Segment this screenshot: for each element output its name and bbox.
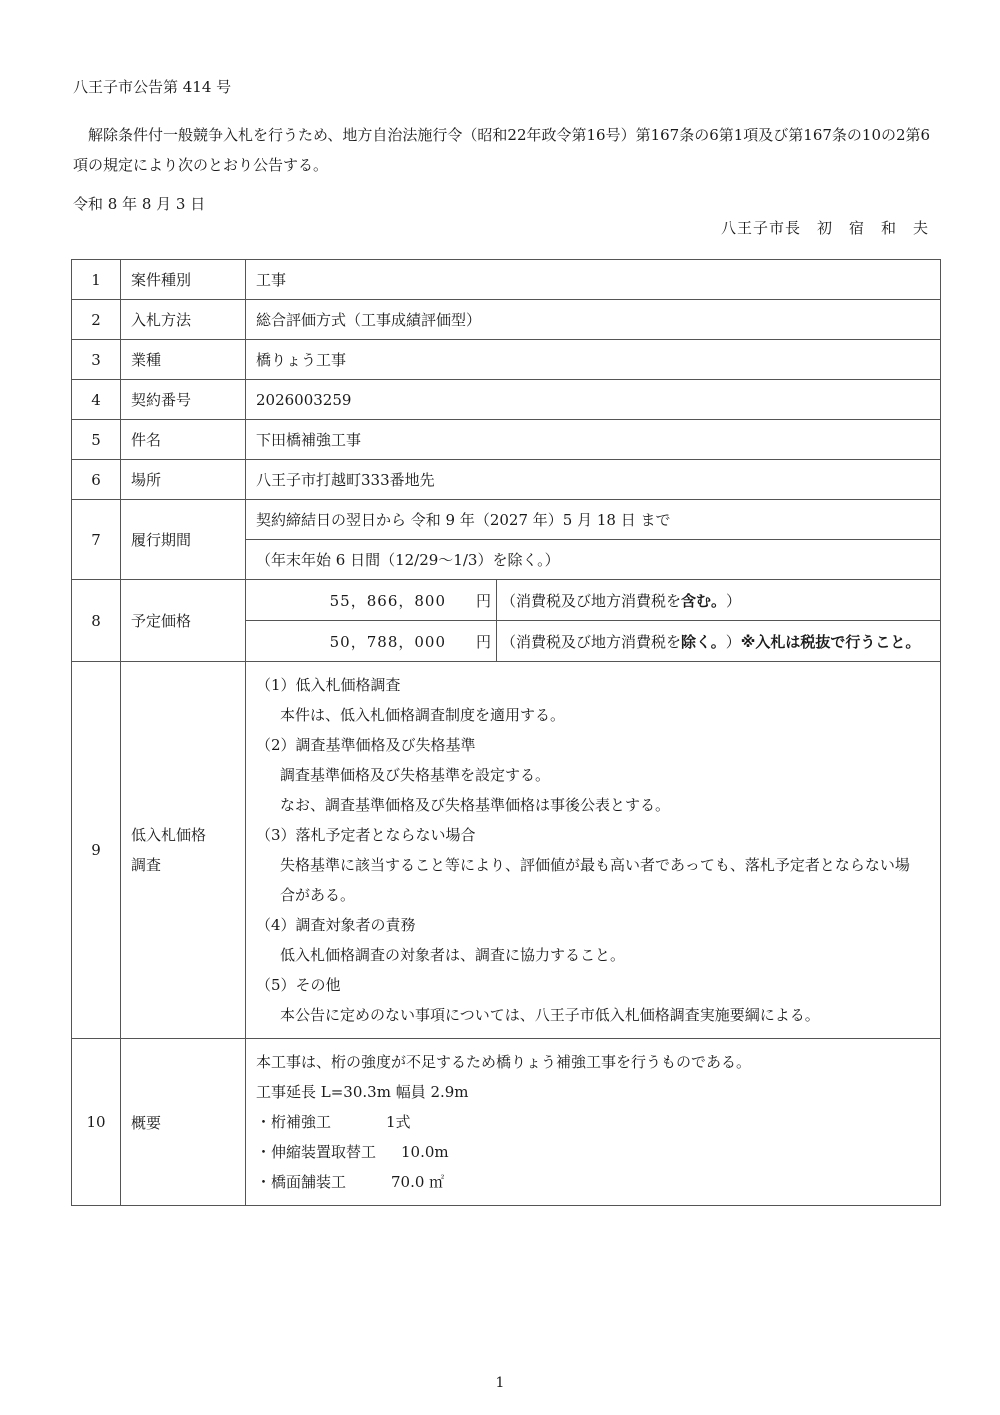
row-label: 案件種別 <box>121 260 246 300</box>
section-heading: （1）低入札価格調査 <box>256 676 401 694</box>
row-number: 5 <box>72 420 121 460</box>
notice-table <box>71 259 941 1206</box>
price-unit: 円 <box>476 632 492 651</box>
intro-text: 解除条件付一般競争入札を行うため、地方自治法施行令（昭和22年政令第16号）第167条の6第1項及び第167条の10の2第6項の規定により次のとおり公告する。 <box>73 126 931 174</box>
price-unit: 円 <box>476 591 492 610</box>
row-label: 場所 <box>121 460 246 500</box>
row-label: 履行期間 <box>121 500 246 580</box>
section-text: 本件は、低入札価格調査制度を適用する。 <box>280 706 566 724</box>
section-text: 本公告に定めのない事項については、八王子市低入札価格調査実施要綱による。 <box>280 1006 820 1024</box>
period-line-1: 契約締結日の翌日から 令和 9 年（2027 年）5 月 18 日 まで <box>246 500 941 540</box>
row-number: 6 <box>72 460 121 500</box>
row-label: 概要 <box>121 1039 246 1206</box>
overview-details <box>246 1039 941 1206</box>
table-row <box>72 662 941 1039</box>
section-text: 調査基準価格及び失格基準を設定する。 <box>280 766 551 784</box>
row-label-line: 調査 <box>131 856 162 874</box>
table-row <box>72 340 941 380</box>
row-value: 橋りょう工事 <box>246 340 941 380</box>
table-row <box>72 420 941 460</box>
section-heading: （5）その他 <box>256 976 341 994</box>
work-item: ・桁補強工 1式 <box>256 1113 411 1131</box>
table-row <box>72 500 941 540</box>
price-excluding-tax <box>246 621 941 662</box>
issuer-name: 八王子市長 初 宿 和 夫 <box>720 219 929 237</box>
row-label: 業種 <box>121 340 246 380</box>
table-row <box>72 460 941 500</box>
work-item: ・伸縮装置取替工 10.0m <box>256 1143 449 1161</box>
table-row <box>72 1039 941 1206</box>
table-row <box>72 580 941 621</box>
table-row <box>72 300 941 340</box>
row-number: 10 <box>72 1039 121 1206</box>
table-row <box>72 380 941 420</box>
table-row <box>72 260 941 300</box>
row-value: 2026003259 <box>246 380 941 420</box>
section-heading: （2）調査基準価格及び失格基準 <box>256 736 476 754</box>
row-number: 7 <box>72 500 121 580</box>
period-line-2: （年末年始 6 日間（12/29～1/3）を除く。） <box>246 540 941 580</box>
row-value: 工事 <box>246 260 941 300</box>
price-value: 50，788，000 <box>329 632 446 651</box>
price-note: （消費税及び地方消費税を 除く。 ） ※入札は税抜で行うこと。 <box>496 621 940 661</box>
row-number: 9 <box>72 662 121 1039</box>
row-label-line: 低入札価格 <box>131 826 207 844</box>
section-heading: （3）落札予定者とならない場合 <box>256 826 476 844</box>
row-label: 入札方法 <box>121 300 246 340</box>
low-bid-investigation-details <box>246 662 941 1039</box>
section-text: 低入札価格調査の対象者は、調査に協力すること。 <box>280 946 626 964</box>
work-item: ・橋面舗装工 70.0 ㎡ <box>256 1173 445 1191</box>
section-text: なお、調査基準価格及び失格基準価格は事後公表とする。 <box>280 796 671 814</box>
row-number: 3 <box>72 340 121 380</box>
price-including-tax <box>246 580 941 621</box>
row-label: 件名 <box>121 420 246 460</box>
row-value: 総合評価方式（工事成績評価型） <box>246 300 941 340</box>
row-value: 八王子市打越町333番地先 <box>246 460 941 500</box>
row-label: 予定価格 <box>121 580 246 662</box>
row-value: 下田橋補強工事 <box>246 420 941 460</box>
price-note: （消費税及び地方消費税を 含む。 ） <box>496 580 940 620</box>
price-value: 55，866，800 <box>329 591 446 610</box>
overview-line: 本工事は、桁の強度が不足するため橋りょう補強工事を行うものである。 <box>256 1053 752 1071</box>
row-number: 8 <box>72 580 121 662</box>
row-number: 1 <box>72 260 121 300</box>
notice-number: 八王子市公告第 414 号 <box>73 78 232 96</box>
row-number: 4 <box>72 380 121 420</box>
row-label <box>121 662 246 1039</box>
section-text: 合がある。 <box>280 886 356 904</box>
row-label: 契約番号 <box>121 380 246 420</box>
section-heading: （4）調査対象者の責務 <box>256 916 416 934</box>
page-number: 1 <box>495 1375 505 1391</box>
section-text: 失格基準に該当すること等により、評価値が最も高い者であっても、落札予定者とならない場 <box>280 856 910 874</box>
notice-date: 令和 8 年 8 月 3 日 <box>73 195 206 213</box>
row-number: 2 <box>72 300 121 340</box>
overview-line: 工事延長 L=30.3m 幅員 2.9m <box>256 1083 469 1101</box>
